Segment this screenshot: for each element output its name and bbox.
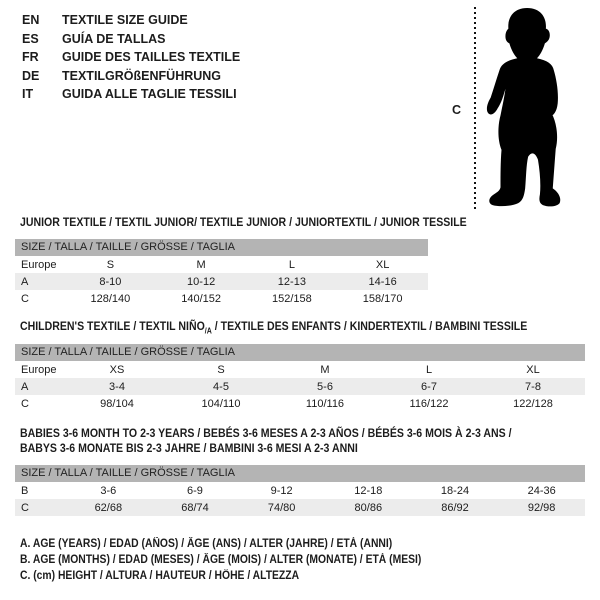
language-row-en [22,11,240,30]
table-row [15,361,585,378]
table-cell: XS [109,363,125,376]
junior-size-table [15,239,428,307]
babies-table-title [20,426,512,455]
table-cell: 9-12 [270,484,293,497]
table-cell: 4-5 [213,380,229,393]
size-header-bar: SIZE / TALLA / TAILLE / GRÖSSE / TAGLIA [15,465,585,482]
table-cell: 104/110 [201,397,241,410]
table-cell: 140/152 [181,292,221,305]
table-cell: M [320,363,330,376]
table-cell: 110/116 [305,397,345,410]
language-row-fr [22,48,240,67]
table-cell: 14-16 [368,275,397,288]
table-row [15,273,428,290]
language-label: GUIDE DES TAILLES TEXTILE [62,50,241,65]
childrens-table-title [20,319,527,339]
table-cell: 18-24 [440,484,470,497]
language-code: EN [22,13,40,27]
language-row-es [22,30,240,49]
size-header-bar: SIZE / TALLA / TAILLE / GRÖSSE / TAGLIA [15,239,428,256]
table-cell: 80/86 [354,501,383,514]
table-cell: 128/140 [90,292,131,305]
table-cell: 7-8 [525,380,541,393]
size-header-bar: SIZE / TALLA / TAILLE / GRÖSSE / TAGLIA [15,344,585,361]
table-cell: 6-7 [421,380,437,393]
table-cell: 6-9 [187,484,203,497]
table-row [15,290,428,307]
row-label: B [21,484,29,497]
table-cell: 8-10 [99,275,122,288]
row-label: A [21,380,29,393]
table-cell: 74/80 [267,501,296,514]
language-code: IT [22,87,34,102]
table-cell: 3-4 [109,380,125,393]
table-cell: 24-36 [527,484,556,497]
table-row [15,378,585,395]
table-cell: M [196,258,206,271]
babies-size-table [15,465,585,516]
language-code: ES [22,31,39,46]
note-age-months: B. AGE (MONTHS) / EDAD (MESES) / ÂGE (MOIS) / ALTER (MONATE) / ETÀ (MESI) [20,554,422,566]
table-cell: 10-12 [187,275,216,288]
language-label: GUÍA DE TALLAS [62,31,166,46]
table-cell: 98/104 [100,397,134,410]
language-code: FR [22,50,39,65]
title-line-2: BABYS 3-6 MONATE BIS 2-3 JAHRE / BAMBINI 3-6 MESI A 2-3 ANNI [20,440,358,455]
childrens-size-table [15,344,585,412]
legend-notes [20,536,466,584]
title-line-1: BABIES 3-6 MONTH TO 2-3 YEARS / BEBÉS 3-6 MESES A 2-3 AÑOS / BÉBÉS 3-6 MOIS À 2-3 ANS / [20,426,512,440]
title-subscript: /A [204,326,212,336]
junior-table-title: JUNIOR TEXTILE / TEXTIL JUNIOR/ TEXTILE JUNIOR / JUNIORTEXTIL / JUNIOR TESSILE [20,215,467,229]
language-label: GUIDA ALLE TAGLIE TESSILI [62,87,237,102]
table-cell: 68/74 [181,501,209,514]
row-label: Europe [21,258,57,271]
table-cell: 3-6 [100,484,117,497]
table-cell: S [106,258,115,271]
language-row-de [22,67,240,86]
table-cell: XL [526,363,540,376]
language-row-it [22,85,240,104]
row-label: Europe [21,363,57,376]
table-row [15,395,585,412]
row-label: A [21,275,29,288]
table-cell: L [288,258,295,271]
language-list [22,11,240,104]
note-age-years: A. AGE (YEARS) / EDAD (AÑOS) / ÂGE (ANS) / ALTER (JAHRE) / ETÀ (ANNI) [20,538,393,550]
title-text: / TEXTILE DES ENFANTS / KINDERTEXTIL / BAMBINI TESSILE [211,319,528,333]
row-label: C [21,501,29,514]
title-text: CHILDREN'S TEXTILE / TEXTIL NIÑO [20,319,205,333]
table-cell: 86/92 [441,501,469,514]
note-height-cm: C. (cm) HEIGHT / ALTURA / HAUTEUR / HÖHE / ALTEZZA [20,570,300,582]
row-label: C [21,397,29,410]
language-label: TEXTILE SIZE GUIDE [62,13,188,27]
table-cell: 12-13 [277,275,306,288]
table-cell: 122/128 [513,397,553,410]
table-cell: 116/122 [409,397,449,410]
table-cell: 62/68 [94,501,123,514]
table-cell: 5-6 [317,380,333,393]
table-cell: 12-18 [354,484,383,497]
language-label: TEXTILGRÖßENFÜHRUNG [62,68,222,83]
table-cell: 92/98 [527,501,556,514]
table-cell: L [425,363,433,376]
table-row [15,499,585,516]
table-cell: S [217,363,225,376]
language-code: DE [22,68,40,83]
table-cell: XL [375,258,390,271]
height-dotted-line-icon [474,7,476,209]
table-row [15,256,428,273]
table-cell: 152/158 [271,292,312,305]
baby-silhouette-icon [486,4,586,211]
table-cell: 158/170 [362,292,403,305]
table-row [15,482,585,499]
height-measure-label: C [452,103,462,117]
row-label: C [21,292,29,305]
